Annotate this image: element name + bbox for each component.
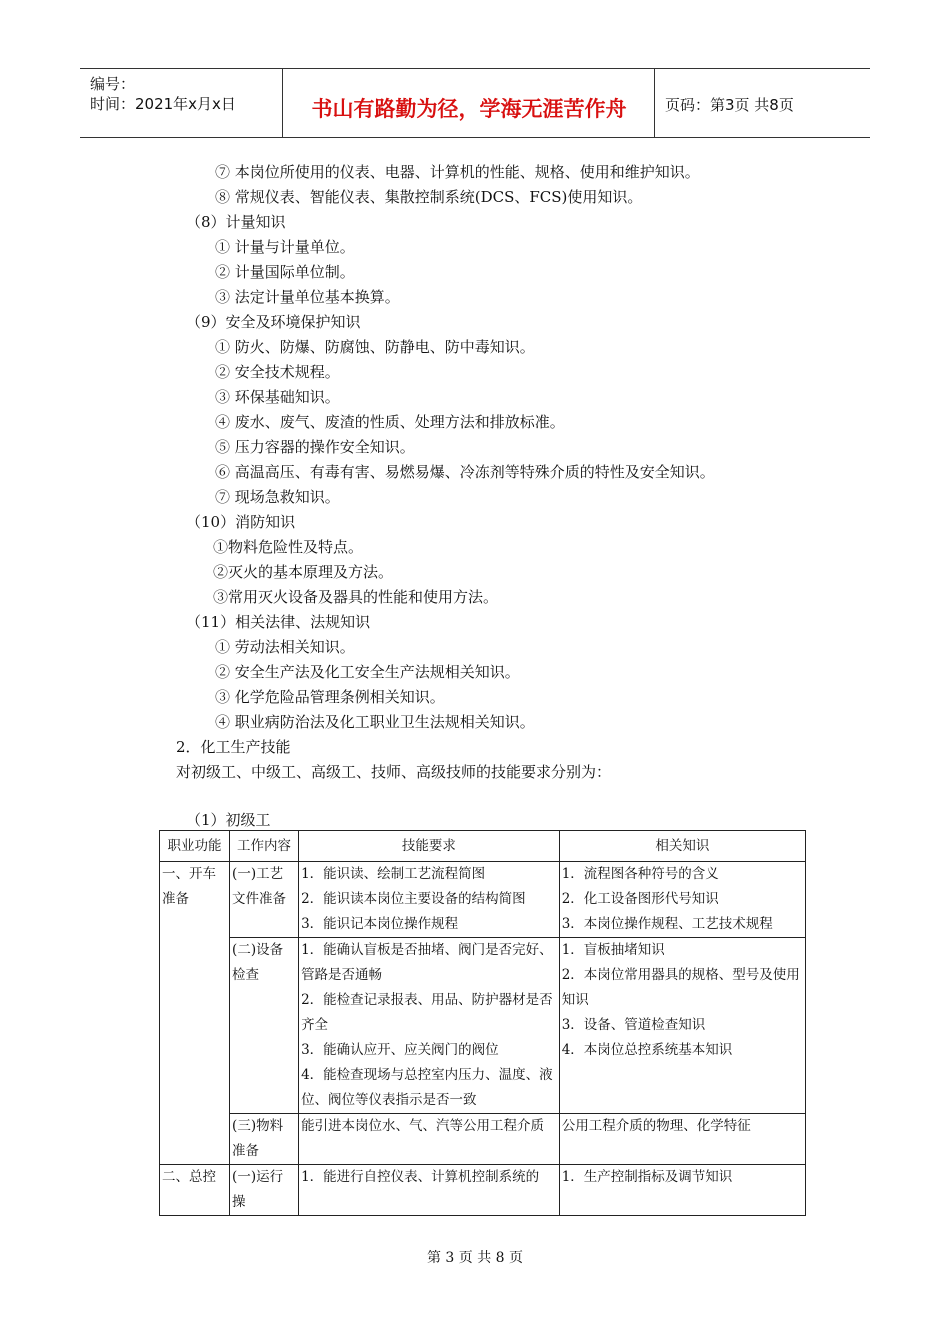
knowledge-item: 2．化工设备图形代号知识 bbox=[561, 891, 719, 907]
body-line: ② 计量国际单位制。 bbox=[215, 263, 355, 281]
section-heading: 2．化工生产技能 bbox=[176, 738, 291, 756]
section-heading: （10）消防知识 bbox=[186, 513, 296, 531]
table-header-row bbox=[160, 831, 806, 862]
table-row bbox=[160, 862, 806, 938]
body-line: ④ 职业病防治法及化工职业卫生法规相关知识。 bbox=[215, 713, 535, 731]
body-line: ③ 环保基础知识。 bbox=[215, 388, 340, 406]
header-motto-cell bbox=[283, 69, 655, 137]
skill-item: 3．能识记本岗位操作规程 bbox=[301, 916, 459, 932]
content-cell: (一)工艺文件准备 bbox=[230, 862, 299, 938]
knowledge-item: 1．盲板抽堵知识 bbox=[561, 942, 665, 958]
header-cell: 技能要求 bbox=[299, 831, 560, 862]
table-row bbox=[160, 938, 806, 1114]
content-cell: (三)物料准备 bbox=[230, 1114, 299, 1165]
table-row bbox=[160, 1114, 806, 1165]
header-left-cell bbox=[80, 69, 283, 137]
body-line: ④ 废水、废气、废渣的性质、处理方法和排放标准。 bbox=[215, 413, 565, 431]
knowledge-cell bbox=[559, 862, 805, 938]
body-line: ③ 法定计量单位基本换算。 bbox=[215, 288, 400, 306]
knowledge-item: 公用工程介质的物理、化学特征 bbox=[561, 1118, 751, 1134]
body-line: ⑥ 高温高压、有毒有害、易燃易爆、冷冻剂等特殊介质的特性及安全知识。 bbox=[215, 463, 715, 481]
body-line: ① 防火、防爆、防腐蚀、防静电、防中毒知识。 bbox=[215, 338, 535, 356]
body-line: ① 劳动法相关知识。 bbox=[215, 638, 355, 656]
body-line: ② 安全生产法及化工安全生产法规相关知识。 bbox=[215, 663, 520, 681]
time-label: 时间：2021年x月x日 bbox=[90, 95, 236, 113]
table-row bbox=[160, 1165, 806, 1216]
body-line: ⑦ 现场急救知识。 bbox=[215, 488, 340, 506]
function-label: 一、开车准备 bbox=[162, 866, 216, 907]
skill-item: 2．能检查记录报表、用品、防护器材是否齐全 bbox=[301, 992, 553, 1033]
body-line: ① 计量与计量单位。 bbox=[215, 238, 355, 256]
page-number-label: 页码：第3页 共8页 bbox=[665, 96, 794, 114]
function-label: 二、总控 bbox=[162, 1169, 216, 1185]
body-line: ② 安全技术规程。 bbox=[215, 363, 340, 381]
body-line: ⑤ 压力容器的操作安全知识。 bbox=[215, 438, 415, 456]
skill-item: 1．能进行自控仪表、计算机控制系统的 bbox=[301, 1169, 540, 1185]
section-heading: （8）计量知识 bbox=[186, 213, 286, 231]
page-footer: 第 3 页 共 8 页 bbox=[426, 1250, 524, 1266]
header-cell: 职业功能 bbox=[160, 831, 230, 862]
body-line: ②灭火的基本原理及方法。 bbox=[213, 563, 394, 581]
skill-item: 能引进本岗位水、气、汽等公用工程介质 bbox=[301, 1118, 545, 1134]
knowledge-item: 1．生产控制指标及调节知识 bbox=[561, 1169, 733, 1185]
content-cell: (二)设备检查 bbox=[230, 938, 299, 1114]
knowledge-cell bbox=[559, 1165, 805, 1216]
code-label: 编号： bbox=[90, 75, 136, 93]
content-cell: (一)运行操 bbox=[230, 1165, 299, 1216]
section-heading: （11）相关法律、法规知识 bbox=[186, 613, 371, 631]
knowledge-item: 2．本岗位常用器具的规格、型号及使用知识 bbox=[561, 967, 800, 1008]
body-line: 对初级工、中级工、高级工、技师、高级技师的技能要求分别为： bbox=[176, 763, 612, 781]
body-line: ⑦ 本岗位所使用的仪表、电器、计算机的性能、规格、使用和维护知识。 bbox=[215, 163, 700, 181]
knowledge-cell bbox=[559, 1114, 805, 1165]
skills-cell bbox=[299, 1114, 560, 1165]
header-cell: 相关知识 bbox=[559, 831, 805, 862]
knowledge-item: 1．流程图各种符号的含义 bbox=[561, 866, 719, 882]
knowledge-item: 3．本岗位操作规程、工艺技术规程 bbox=[561, 916, 773, 932]
function-cell bbox=[160, 862, 230, 1165]
skills-cell bbox=[299, 1165, 560, 1216]
skill-item: 2．能识读本岗位主要设备的结构简图 bbox=[301, 891, 526, 907]
skill-item: 1．能识读、绘制工艺流程简图 bbox=[301, 866, 486, 882]
skill-item: 3．能确认应开、应关阀门的阀位 bbox=[301, 1042, 499, 1058]
body-line: ③常用灭火设备及器具的性能和使用方法。 bbox=[213, 588, 499, 606]
section-heading: （9）安全及环境保护知识 bbox=[186, 313, 361, 331]
motto: 书山有路勤为径，学海无涯苦作舟 bbox=[311, 97, 627, 121]
header-right-cell bbox=[655, 69, 870, 137]
skills-cell bbox=[299, 938, 560, 1114]
body-line: ⑧ 常规仪表、智能仪表、集散控制系统(DCS、FCS)使用知识。 bbox=[215, 188, 643, 206]
skill-item: 4．能检查现场与总控室内压力、温度、液位、阀位等仪表指示是否一致 bbox=[301, 1067, 553, 1108]
skill-item: 1．能确认盲板是否抽堵、阀门是否完好、管路是否通畅 bbox=[301, 942, 553, 983]
table-caption: （1）初级工 bbox=[186, 811, 271, 829]
body-line: ①物料危险性及特点。 bbox=[213, 538, 364, 556]
knowledge-cell bbox=[559, 938, 805, 1114]
body-line: ③ 化学危险品管理条例相关知识。 bbox=[215, 688, 445, 706]
function-cell bbox=[160, 1165, 230, 1216]
page-header bbox=[80, 68, 870, 138]
knowledge-item: 3．设备、管道检查知识 bbox=[561, 1017, 706, 1033]
skills-table bbox=[159, 830, 806, 1216]
header-cell: 工作内容 bbox=[230, 831, 299, 862]
knowledge-item: 4．本岗位总控系统基本知识 bbox=[561, 1042, 733, 1058]
skills-cell bbox=[299, 862, 560, 938]
